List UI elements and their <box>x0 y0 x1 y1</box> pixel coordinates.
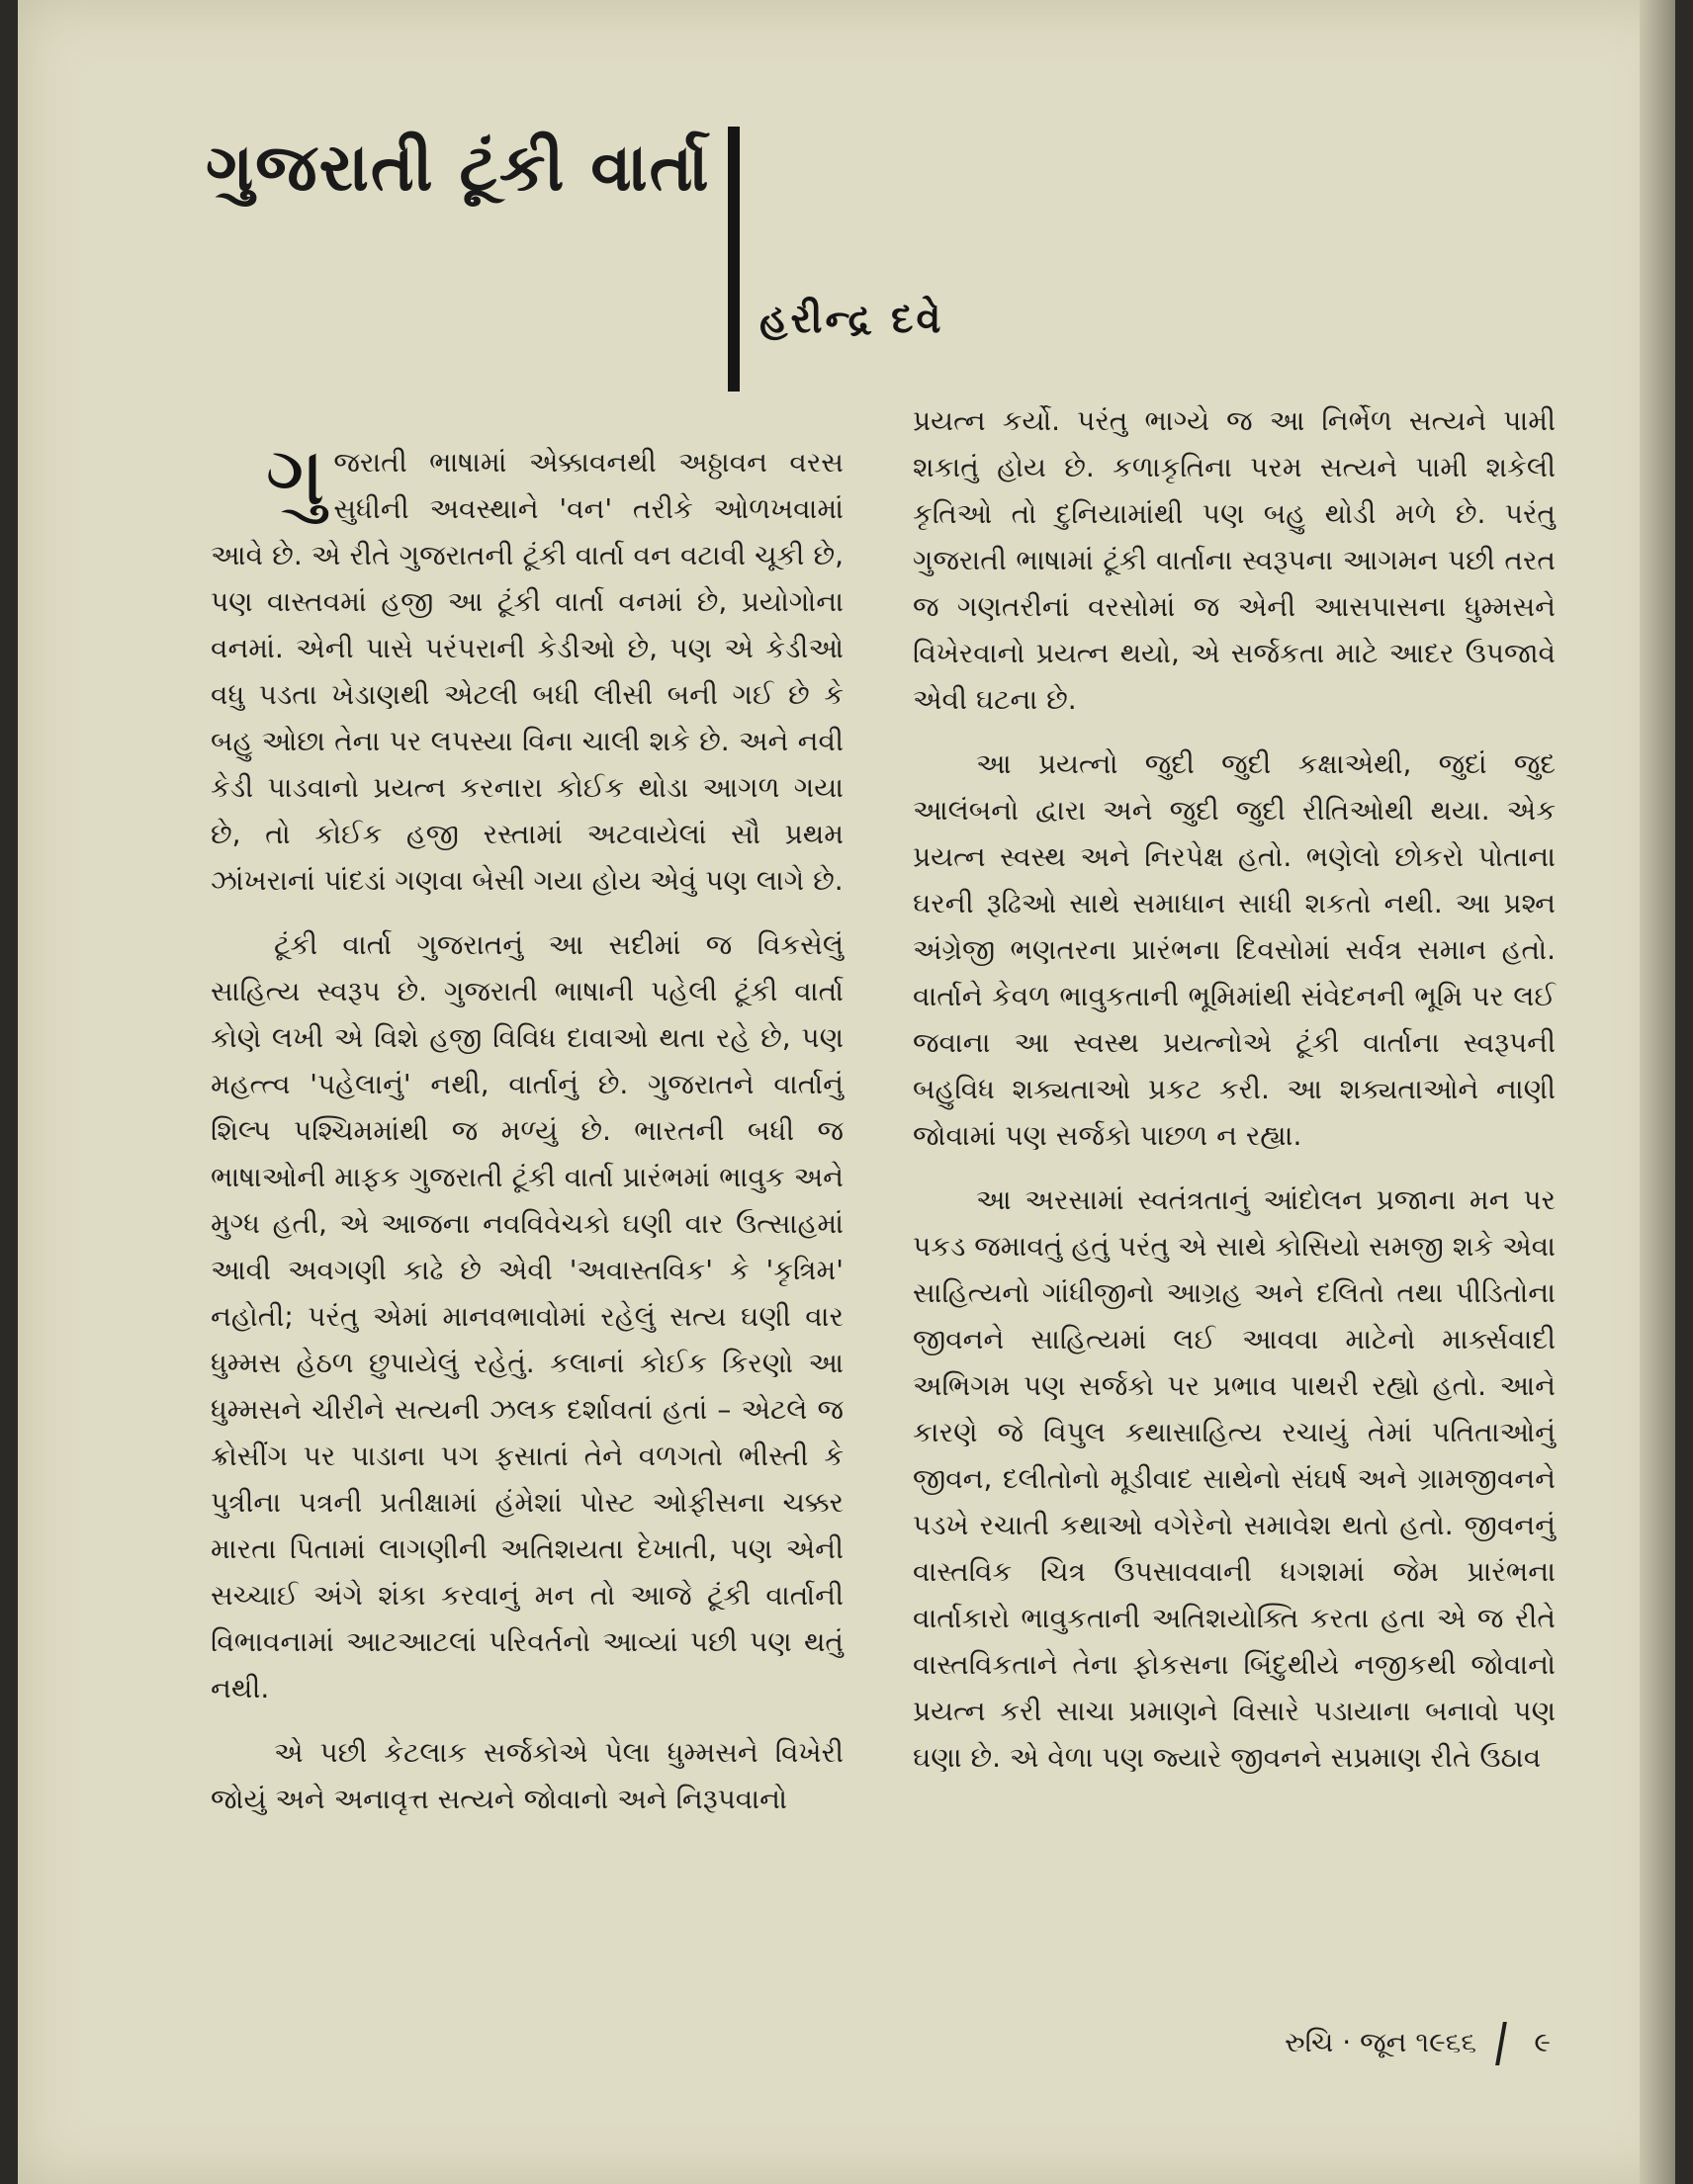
page-spine-shadow <box>1640 0 1675 2184</box>
article-author: હરીન્દ્ર દવે <box>759 297 944 342</box>
drop-cap: ગુ <box>265 427 326 524</box>
right-paragraph-3: આ અરસામાં સ્વતંત્રતાનું આંદોલન પ્રજાના મન પર પકડ જમાવતું હતું પરંતુ એ સાથે કોસિયો સમજી શકે એવા સાહિત્યનો ગાંધીજીનો આગ્રહ અને દલિતો તથા પીડિતોના જીવનને સાહિત્યમાં લઈ આવવા માટેનો માર્ક્સવાદી અભિગમ પણ સર્જકો પર પ્રભાવ પાથરી રહ્યો હતો. આને કારણે જે વિપુલ કથાસાહિત્ય રચાયું તેમાં પતિતાઓનું જીવન, દલીતોનો મૂડીવાદ સાથેનો સંઘર્ષ અને ગ્રામજીવનને પડખે રચાતી કથાઓ વગેરેનો સમાવેશ થતો હતો. જીવનનું વાસ્તવિક ચિત્ર ઉપસાવવાની ધગશમાં જેમ પ્રારંભના વાર્તાકારો ભાવુકતાની અતિશયોક્તિ કરતા હતા એ જ રીતે વાસ્તવિકતાને તેના ફોકસના બિંદુથીયે નજીકથી જોવાનો પ્રયત્ન કરી સાચા પ્રમાણને વિસારે પડાયાના બનાવો પણ ઘણા છે. એ વેળા પણ જ્યારે જીવનને સપ્રમાણ રીતે ઉઠાવ <box>913 1183 1556 1774</box>
title-vertical-rule <box>728 127 740 392</box>
left-paragraph-1 <box>211 427 844 904</box>
right-paragraph-2: આ પ્રયત્નો જુદી જુદી કક્ષાએથી, જુદાં જુદ આલંબનો દ્વારા અને જુદી જુદી રીતિઓથી થયા. એક પ્રયત્ન સ્વસ્થ અને નિરપેક્ષ હતો. ભણેલો છોકરો પોતાના ઘરની રૂઢિઓ સાથે સમાધાન સાધી શકતો નથી. આ પ્રશ્ન અંગ્રેજી ભણતરના પ્રારંભના દિવસોમાં સર્વત્ર સમાન હતો. વાર્તાને કેવળ ભાવુકતાની ભૂમિમાંથી સંવેદનની ભૂમિ પર લઈ જવાના આ સ્વસ્થ પ્રયત્નોએ ટૂંકી વાર્તાના સ્વરૂપની બહુવિધ શક્યતાઓ પ્રકટ કરી. આ શક્યતાઓને નાણી જોવામાં પણ સર્જકો પાછળ ન રહ્યા. <box>913 747 1556 1152</box>
magazine-page <box>18 0 1675 2184</box>
left-paragraph-3: એ પછી કેટલાક સર્જકોએ પેલા ધુમ્મસને વિખેરી જોયું અને અનાવૃત્ત સત્યને જોવાનો અને નિરૂપવાનો <box>211 1736 844 1815</box>
left-paragraph-1-text: જરાતી ભાષામાં એક્કાવનથી અઠ્ઠાવન વરસ સુધીની અવસ્થાને 'વન' તરીકે ઓળખવામાં આવે છે. એ રીતે ગુજરાતની ટૂંકી વાર્તા વન વટાવી ચૂકી છે, પણ વાસ્તવમાં હજી આ ટૂંકી વાર્તા વનમાં છે, પ્રયોગોના વનમાં. એની પાસે પરંપરાની કેડીઓ છે, પણ એ કેડીઓ વધુ પડતા ખેડાણથી એટલી બધી લીસી બની ગઈ છે કે બહુ ઓછા તેના પર લપસ્યા વિના ચાલી શકે છે. અને નવી કેડી પાડવાનો પ્રયત્ન કરનારા કોઈક થોડા આગળ ગયા છે, તો કોઈક હજી રસ્તામાં અટવાયેલાં સૌ પ્રથમ ઝાંખરાનાં પાંદડાં ગણવા બેસી ગયા હોય એવું પણ લાગે છે. <box>211 446 844 897</box>
right-column <box>913 397 1556 1798</box>
left-paragraph-2: ટૂંકી વાર્તા ગુજરાતનું આ સદીમાં જ વિકસેલું સાહિત્ય સ્વરૂપ છે. ગુજરાતી ભાષાની પહેલી ટૂંકી વાર્તા કોણે લખી એ વિશે હજી વિવિધ દાવાઓ થતા રહે છે, પણ મહત્ત્વ 'પહેલાનું' નથી, વાર્તાનું છે. ગુજરાતને વાર્તાનું શિલ્પ પશ્ચિમમાંથી જ મળ્યું છે. ભારતની બધી જ ભાષાઓની માફક ગુજરાતી ટૂંકી વાર્તા પ્રારંભમાં ભાવુક અને મુગ્ધ હતી, એ આજના નવવિવેચકો ઘણી વાર ઉત્સાહમાં આવી અવગણી કાઢે છે એવી 'અવાસ્તવિક' કે 'કૃત્રિમ' નહોતી; પરંતુ એમાં માનવભાવોમાં રહેલું સત્ય ઘણી વાર ધુમ્મસ હેઠળ છુપાયેલું રહેતું. કલાનાં કોઈક કિરણો આ ધુમ્મસને ચીરીને સત્યની ઝલક દર્શાવતાં હતાં – એટલે જ ક્રોસીંગ પર પાડાના પગ ફસાતાં તેને વળગતો ભીસ્તી કે પુત્રીના પત્રની પ્રતીક્ષામાં હંમેશાં પોસ્ટ ઓફીસના ચક્કર મારતા પિતામાં લાગણીની અતિશયતા દેખાતી, પણ એની સચ્ચાઈ અંગે શંકા કરવાનું મન તો આજે ટૂંકી વાર્તાની વિભાવનામાં આટઆટલાં પરિવર્તનો આવ્યાં પછી પણ થતું નથી. <box>211 928 844 1704</box>
footer-divider <box>1495 2022 1507 2065</box>
right-paragraph-1: પ્રયત્ન કર્યો. પરંતુ ભાગ્યે જ આ નિર્ભેળ સત્યને પામી શકાતું હોય છે. કળાકૃતિના પરમ સત્યને પામી શકેલી કૃતિઓ તો દુનિયામાંથી પણ બહુ થોડી મળે છે. પરંતુ ગુજરાતી ભાષામાં ટૂંકી વાર્તાના સ્વરૂપના આગમન પછી તરત જ ગણતરીનાં વરસોમાં જ એની આસપાસના ધુમ્મસને વિખેરવાનો પ્રયત્ન થયો, એ સર્જકતા માટે આદર ઉપજાવે એવી ઘટના છે. <box>913 404 1556 716</box>
article-title: ગુજરાતી ટૂંકી વાર્તા <box>206 129 711 206</box>
left-column <box>211 427 844 1840</box>
page-number: ૯ <box>1534 2026 1551 2058</box>
page-footer <box>1234 2022 1560 2071</box>
journal-issue: રુચિ · જૂન ૧૯૬૬ <box>1285 2026 1476 2058</box>
title-block <box>206 129 720 207</box>
